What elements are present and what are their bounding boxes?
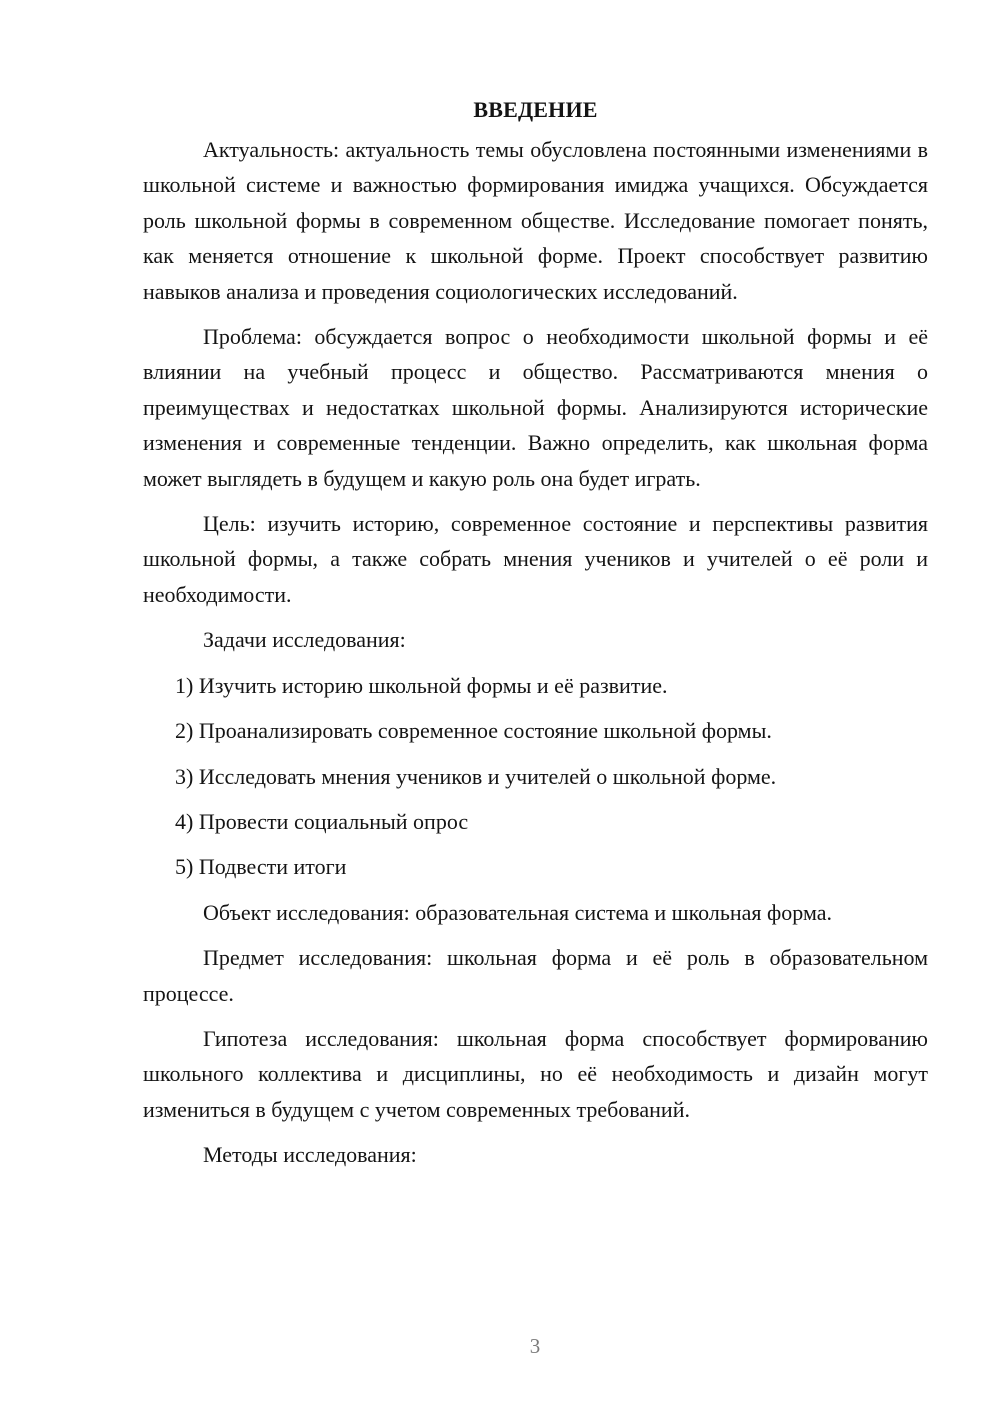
page-number: 3 [529,1334,541,1358]
methods-heading: Методы исследования: [203,1142,417,1168]
tasks-list [143,668,928,885]
paragraph-object: Объект исследования: образовательная система и школьная форма. [203,899,832,925]
paragraph-relevance: Актуальность: актуальность темы обусловлена постоянными изменениями в школьной системе и важностью формирования имиджа учащихся. Обсуждается роль школьной формы в современном обществе. Исследование помогает понять, как меняется отношение к школьной форме. Проект способствует развитию навыков анализа и проведения социологических исследований. [143,137,928,304]
tasks-heading: Задачи исследования: [203,627,406,653]
paragraph-hypothesis: Гипотеза исследования: школьная форма способствует формированию школьного коллектива и дисциплины, но её необходимость и дизайн могут измениться в будущем с учетом современных требований. [143,1025,928,1122]
list-item: 2) Проанализировать современное состояние школьной формы. [175,718,772,744]
paragraph-subject: Предмет исследования: школьная форма и её роль в образовательном процессе. [143,945,928,1006]
section-title: ВВЕДЕНИЕ [473,97,598,122]
list-item: 4) Провести социальный опрос [175,808,469,834]
paragraph-problem: Проблема: обсуждается вопрос о необходимости школьной формы и её влиянии на учебный процесс и общество. Рассматриваются мнения о преимуществах и недостатках школьной формы. Анализируются исторические изменения и современные тенденции. Важно определить, как школьная форма может выглядеть в будущем и какую роль она будет играть. [143,324,928,491]
list-item: 3) Исследовать мнения учеников и учителей о школьной форме. [175,763,777,789]
list-item: 5) Подвести итоги [175,854,347,880]
document-page [143,92,928,1183]
list-item: 1) Изучить историю школьной формы и её развитие. [175,672,668,698]
paragraph-goal: Цель: изучить историю, современное состояние и перспективы развития школьной формы, а также собрать мнения учеников и учителей о её роли и необходимости. [143,511,928,607]
